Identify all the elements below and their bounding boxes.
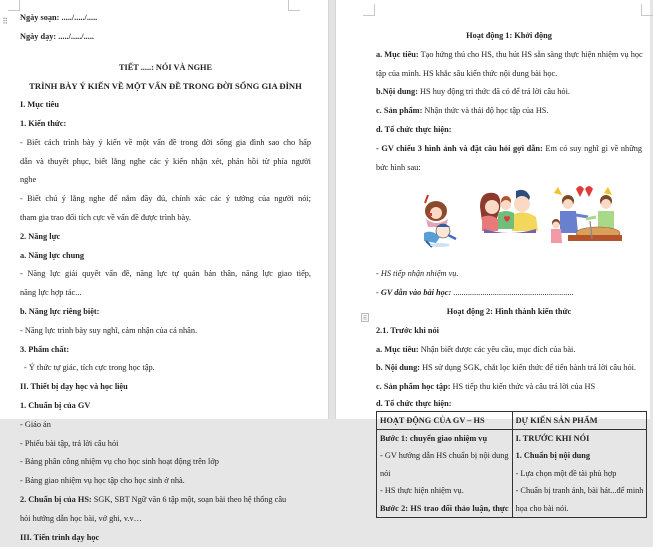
subsection-heading: d. Tổ chức thực hiện: <box>376 124 452 134</box>
paragraph-line: năng lực hợp tác... <box>20 288 82 298</box>
cell-line: I. TRƯỚC KHI NÓI <box>515 433 590 443</box>
inline-text: SGK, SBT Ngữ văn 6 tập một, soạn bài theo hệ thống câu <box>91 494 287 504</box>
paragraph-line <box>376 46 642 65</box>
illustration-row <box>376 183 642 265</box>
inline-label: a. Mục tiêu: <box>376 49 419 59</box>
document-page-left <box>0 0 328 542</box>
drag-handle-icon[interactable]: ⠿ <box>2 17 8 26</box>
section-heading: I. Mục tiêu <box>20 100 59 110</box>
inline-text: .......................................................... <box>451 288 574 298</box>
paragraph-line: nghe <box>20 175 37 185</box>
inline-label: a. Mục tiêu: <box>376 344 419 354</box>
cell-line: 1. Chuẩn bị nội dung <box>515 451 591 461</box>
inline-label: b.Nội dung: <box>376 87 418 97</box>
section-heading: III. Tiến trình dạy học <box>20 532 100 542</box>
paragraph-line <box>376 378 642 397</box>
lesson-title: TIẾT .....: NÓI VÀ NGHE <box>118 62 213 72</box>
list-item: - Bảng phân công nhiệm vụ cho học sinh hoạt động trên lớp <box>20 457 219 467</box>
inline-label: - GV chiếu 3 hình ảnh và đặt câu hỏi gợi dẫn: <box>376 143 543 153</box>
cell-line: - HS thực hiện nhiệm vụ. <box>380 486 464 496</box>
list-item: - Bảng giao nhiệm vụ học tập cho học sinh ở nhà. <box>20 476 185 486</box>
paragraph-line <box>376 284 642 303</box>
paragraph-line: tập của mình. HS khắc sâu kiến thức nội dung bài học. <box>376 68 558 78</box>
inline-text: HS huy động tri thức đã có để trả lời câu hỏi. <box>417 87 570 97</box>
paragraph-line: - HS tiếp nhận nhiệm vụ. <box>376 269 459 279</box>
paragraph-line <box>376 341 642 360</box>
page-margin-corner-mark <box>363 4 375 16</box>
date-taught: Ngày dạy: ...../...../..... <box>20 31 94 41</box>
inline-text: HS tiếp thu kiến thức và câu trả lời của HS <box>450 382 596 392</box>
list-item: - Phiếu bài tập, trả lời câu hỏi <box>20 438 119 448</box>
lesson-subtitle: TRÌNH BÀY Ý KIẾN VỀ MỘT VẤN ĐỀ TRONG ĐỜI SỐNG GIA ĐÌNH <box>29 81 302 92</box>
page-margin-corner-mark <box>641 4 653 16</box>
paragraph-line: - Biết cách trình bày ý kiến về một vấn đề trong đời sống gia đình sao cho hấp <box>20 137 311 147</box>
cell-line: nói <box>380 468 391 478</box>
cell-line: - Lựa chọn một đề tài phù hợp <box>515 468 617 478</box>
inline-text: Nhận thức và thái độ học tập của HS. <box>422 106 549 116</box>
paragraph-line <box>376 140 642 159</box>
cell-line: Bước 1: chuyển giao nhiệm vụ <box>380 433 488 443</box>
table-header-row <box>377 411 647 429</box>
family-conflict-illustration[interactable] <box>548 183 624 249</box>
page-margin-corner-mark <box>8 0 20 11</box>
activity-title: Hoạt động 1: Khởi động <box>466 31 552 40</box>
paragraph-line: tham gia trao đổi tích cực về vấn đề được trình bày. <box>20 212 191 222</box>
happy-family-illustration[interactable] <box>476 187 542 237</box>
section-heading: II. Thiết bị dạy học và học liệu <box>20 382 128 392</box>
table-cell-activities[interactable] <box>377 429 513 518</box>
paragraph-line <box>20 491 311 510</box>
paragraph-line: - Năng lực trình bày suy nghĩ, cảm nhận của cá nhân. <box>20 325 198 335</box>
subsection-heading: d. Tổ chức thực hiện: <box>376 398 452 408</box>
paragraph-line: hỏi hướng dẫn học bài, vở ghi, v.v… <box>20 513 142 523</box>
subsection-heading: 2.1. Trước khi nói <box>376 325 439 335</box>
page-gutter <box>328 0 336 419</box>
children-fighting-illustration[interactable] <box>418 191 462 249</box>
cell-line: - Chuẩn bị tranh ảnh, bài hát...để minh <box>515 486 644 496</box>
paragraph-line: - Ý thức tự giác, tích cực trong học tập. <box>24 363 155 373</box>
paragraph-line <box>376 83 642 102</box>
table-move-handle-icon[interactable]: ⠿ <box>362 315 368 322</box>
inline-text: Tạo hứng thú cho HS, thu hút HS sẵn sàng thực hiện nhiệm vụ học <box>418 49 643 59</box>
inline-label: c. Sản phẩm học tập: <box>376 382 451 392</box>
activity-table <box>376 411 647 519</box>
subsection-heading: 2. Năng lực <box>20 231 61 241</box>
cell-line: Bước 2: HS trao đổi thảo luận, thực <box>380 503 509 513</box>
inline-text: Nhận biết được các yêu cầu, mục đích của bài. <box>418 344 576 354</box>
subsection-heading: 1. Kiến thức: <box>20 118 67 128</box>
inline-label: 2. Chuẩn bị của HS: <box>20 494 92 504</box>
paragraph-line <box>376 359 642 378</box>
subsection-heading: a. Năng lực chung <box>20 250 84 260</box>
inline-label: b. Nội dung: <box>376 363 421 373</box>
paragraph-line: - Biết chú ý lắng nghe để nắm đầy đủ, chính xác các ý tưởng của người nói; <box>20 194 311 204</box>
paragraph-line <box>376 102 642 121</box>
cell-line: - GV hướng dẫn HS chuẩn bị nội dung <box>380 451 509 461</box>
table-header-cell[interactable]: DỰ KIẾN SẢN PHẨM <box>512 411 647 429</box>
paragraph-line: bức hình sau: <box>376 162 421 172</box>
paragraph-line: dẫn và thuyết phục, biết lắng nghe các ý kiến nhận xét, phản hồi từ phía người <box>20 156 311 166</box>
date-prepared: Ngày soạn: ...../...../..... <box>20 13 98 22</box>
inline-label: c. Sản phẩm: <box>376 106 423 116</box>
subsection-heading: 1. Chuẩn bị của GV <box>20 400 91 410</box>
left-page-content <box>20 9 311 547</box>
activity-title: Hoạt động 2: Hình thành kiến thức <box>446 306 572 316</box>
list-item: - Giáo án <box>20 419 51 429</box>
document-page-right <box>336 0 650 513</box>
inline-text: Em có suy nghĩ gì về những <box>542 143 642 153</box>
cell-line: họa cho bài nói. <box>515 503 569 513</box>
table-cell-products[interactable] <box>512 429 647 518</box>
right-page-content <box>376 27 642 518</box>
subsection-heading: 3. Phẩm chất: <box>20 344 70 354</box>
table-row <box>377 429 647 518</box>
paragraph-line: - Năng lực giải quyết vấn đề, năng lực tự quản bản thân, năng lực giao tiếp, <box>20 269 311 279</box>
inline-label: - GV dẫn vào bài học: <box>376 288 452 298</box>
inline-text: HS sử dụng SGK, chắt lọc kiến thức để tiến hành trả lời câu hỏi. <box>420 363 636 373</box>
subsection-heading: b. Năng lực riêng biệt: <box>20 306 100 316</box>
table-header-cell[interactable]: HOẠT ĐỘNG CỦA GV – HS <box>377 411 513 429</box>
